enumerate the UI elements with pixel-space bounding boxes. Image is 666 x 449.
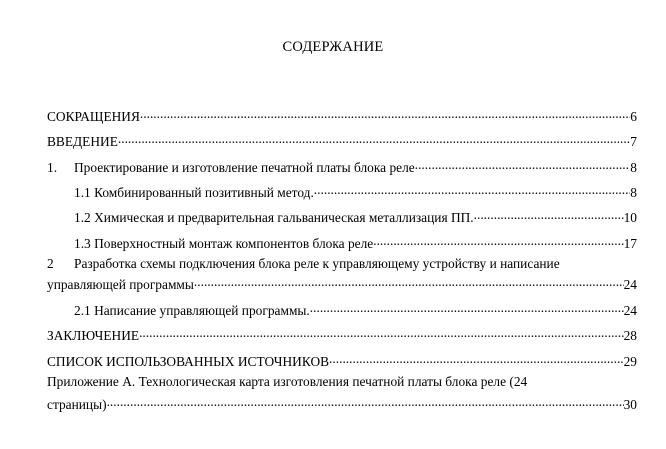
dot-leader [415, 154, 631, 172]
toc-entry-section-1-2[interactable] [74, 204, 637, 225]
toc-entry-label: страницы) [47, 397, 107, 412]
toc-page-number: 10 [623, 210, 637, 225]
toc-page-number: 24 [623, 277, 637, 292]
toc-entry-label: СПИСОК ИСПОЛЬЗОВАННЫХ ИСТОЧНИКОВ [47, 354, 330, 369]
toc-entry-conclusion[interactable] [47, 322, 637, 343]
chapter-number: 2 [47, 256, 54, 271]
toc-entry-introduction[interactable] [47, 128, 637, 149]
toc-entry-chapter-1[interactable] [47, 154, 637, 175]
toc-entry-label: ВВЕДЕНИЕ [47, 134, 118, 149]
dot-leader [140, 103, 630, 121]
toc-entry-label [47, 159, 415, 177]
dot-leader [314, 179, 631, 197]
dot-leader [474, 204, 624, 222]
toc-entry-appendix-a-line-1[interactable] [47, 373, 637, 391]
dot-leader [373, 230, 623, 248]
toc-entry-section-2-1[interactable] [74, 297, 637, 318]
toc-entry-label: управляющей программы [47, 277, 194, 292]
toc-page-number: 6 [630, 109, 637, 124]
toc-entry-section-1-3[interactable] [74, 230, 637, 251]
toc-page-number: 29 [623, 354, 637, 369]
toc-entry-label: Приложение А. Технологическая карта изготовления печатной платы блока реле (24 [47, 374, 528, 389]
dot-leader [139, 322, 624, 340]
dot-leader [329, 348, 624, 366]
toc-entry-label: СОКРАЩЕНИЯ [47, 109, 140, 124]
toc-entry-label: ЗАКЛЮЧЕНИЕ [47, 328, 140, 343]
toc-entry-label: 1.2 Химическая и предварительная гальваническая металлизация ПП. [74, 210, 474, 225]
page-title: СОДЕРЖАНИЕ [282, 39, 384, 55]
toc-entry-references[interactable] [47, 348, 637, 369]
toc-entry-section-1-1[interactable] [74, 179, 637, 200]
toc-entry-abbreviations[interactable] [47, 103, 637, 124]
toc-page-number: 24 [623, 303, 637, 318]
toc-page-number: 30 [623, 397, 637, 412]
toc-entry-chapter-2-line-2[interactable] [47, 271, 637, 292]
dot-leader [107, 391, 624, 409]
dot-leader [118, 128, 630, 146]
toc-entry-label: 2.1 Написание управляющей программы. [74, 303, 310, 318]
toc-entry-appendix-a-line-2[interactable] [47, 391, 637, 412]
chapter-number: 1. [47, 160, 58, 175]
toc-entry-label: 1.3 Поверхностный монтаж компонентов блока реле [74, 236, 374, 251]
toc-page-number: 8 [630, 185, 637, 200]
chapter-title: Проектирование и изготовление печатной платы блока реле [74, 160, 415, 175]
toc-page-number: 17 [623, 236, 637, 251]
toc-page-number: 28 [623, 328, 637, 343]
chapter-title: Разработка схемы подключения блока реле к управляющему устройству и написание [74, 256, 560, 271]
dot-leader [194, 271, 624, 289]
toc-entry-label: 1.1 Комбинированный позитивный метод. [74, 185, 314, 200]
dot-leader [310, 297, 624, 315]
toc-page-number: 7 [630, 134, 637, 149]
toc-page-number: 8 [630, 160, 637, 175]
